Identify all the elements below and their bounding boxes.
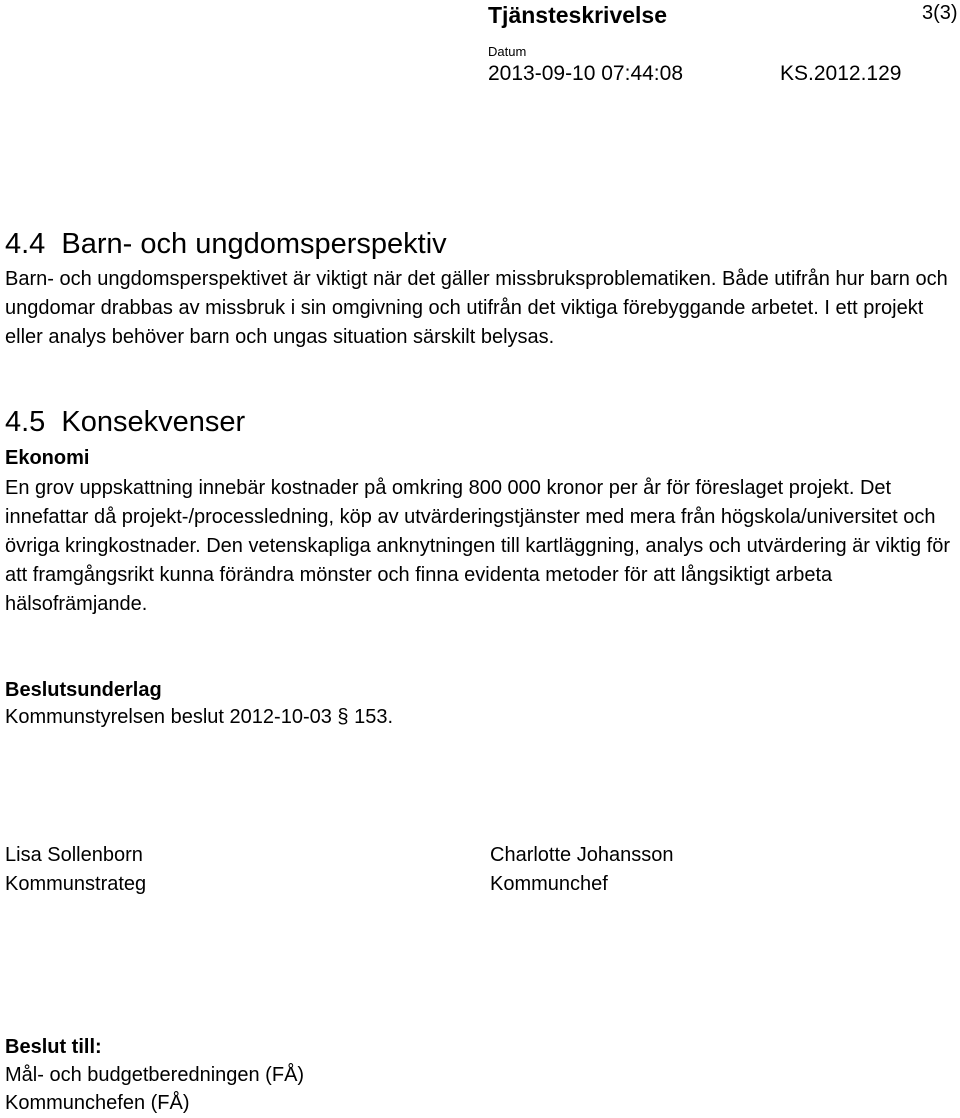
paragraph-barn: Barn- och ungdomsperspektivet är viktigt när det gäller missbruksproblematiken. Både utifrån hur barn och ungdomar drabbas av missbruk i sin omgivning och utifrån det viktiga förebyggande arbetet. I ett projekt eller analys behöver barn och ungas situation särskilt belysas.: [5, 268, 948, 348]
reference-number: KS.2012.129: [780, 62, 902, 85]
section-heading-konsekvenser: 4.5 Konsekvenser: [5, 406, 246, 438]
document-title: Tjänsteskrivelse: [488, 2, 668, 28]
signatory-name: Charlotte Johansson: [490, 844, 674, 866]
page-number: 3(3): [922, 2, 958, 24]
subheading-beslutsunderlag: Beslutsunderlag: [5, 679, 162, 701]
date-value: 2013-09-10 07:44:08: [488, 62, 683, 85]
signatory-name: Lisa Sollenborn: [5, 844, 143, 866]
date-label: Datum: [488, 44, 527, 59]
subheading-beslut-till: Beslut till:: [5, 1036, 102, 1058]
subheading-ekonomi: Ekonomi: [5, 447, 90, 469]
recipient-item: Kommunchefen (FÅ): [5, 1092, 190, 1114]
paragraph-ekonomi: En grov uppskattning innebär kostnader på omkring 800 000 kronor per år för föreslaget projekt. Det innefattar då projekt-/processledning, köp av utvärderingstjänster med mera från högskola/universitet och övriga kringkostnader. Den vetenskapliga anknytningen till kartläggning, analys och utvärdering är viktig för att framgångsrikt kunna förändra mönster och finna evidenta metoder för att långsiktigt arbeta hälsofrämjande.: [5, 477, 950, 615]
recipient-item: Mål- och budgetberedningen (FÅ): [5, 1064, 305, 1086]
signatory-title: Kommunchef: [490, 873, 608, 895]
section-heading-barn: 4.4 Barn- och ungdomsperspektiv: [5, 228, 447, 260]
signatory-title: Kommunstrateg: [5, 873, 147, 895]
beslutsunderlag-text: Kommunstyrelsen beslut 2012-10-03 § 153.: [5, 706, 394, 728]
